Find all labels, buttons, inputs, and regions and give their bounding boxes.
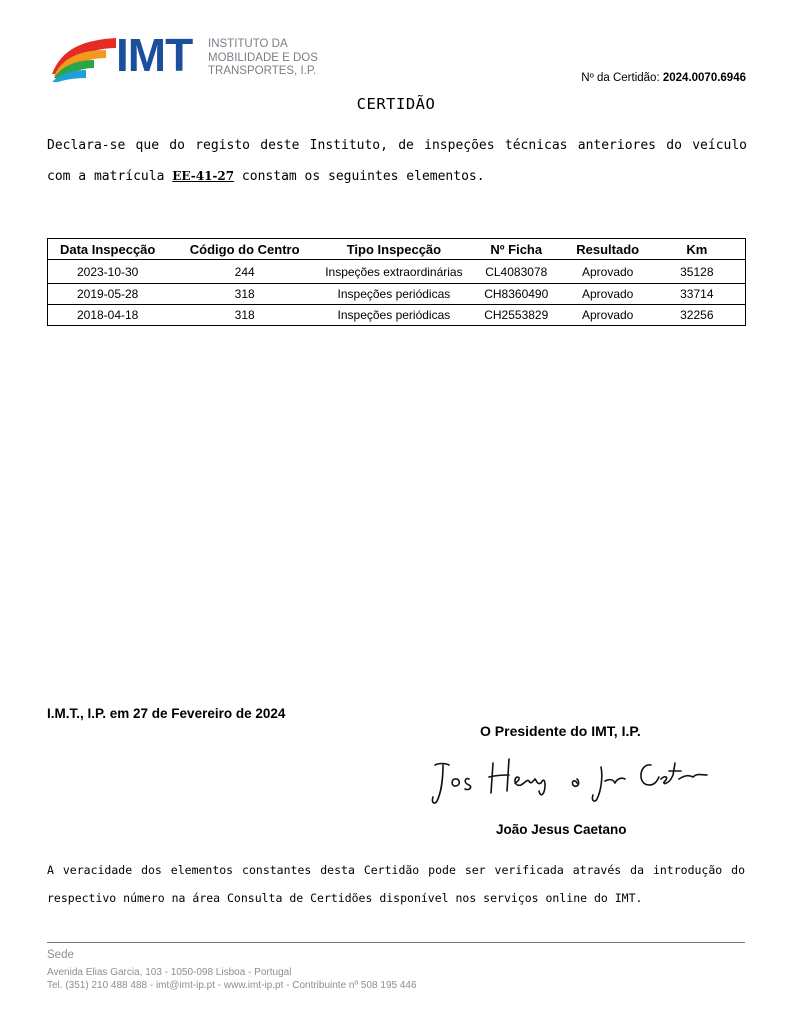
footer-divider <box>47 942 745 943</box>
cell-km: 35128 <box>649 260 746 284</box>
table-header-row <box>48 239 746 260</box>
cell-type: Inspeções periódicas <box>322 284 466 305</box>
column-header-result: Resultado <box>567 239 649 260</box>
cell-date: 2019-05-28 <box>48 284 168 305</box>
logo-wordmark: IMT <box>116 29 193 81</box>
license-plate: EE-41-27 <box>172 169 235 183</box>
cell-date: 2023-10-30 <box>48 260 168 284</box>
intro-text-end: constam os seguintes elementos. <box>234 169 485 184</box>
table-row <box>48 260 746 284</box>
president-title: O Presidente do IMT, I.P. <box>480 723 641 739</box>
imt-logo <box>50 29 330 84</box>
column-header-date: Data Inspecção <box>48 239 168 260</box>
certificate-number-label: Nº da Certidão: <box>581 72 660 84</box>
cell-km: 33714 <box>649 284 746 305</box>
intro-text: Declara-se que do registo deste Instituto, de inspeções técnicas anteriores do veículo com a matrícula <box>47 138 747 184</box>
cell-result: Aprovado <box>567 305 649 326</box>
footer <box>47 949 417 992</box>
cell-center: 244 <box>167 260 322 284</box>
footer-contacts: Tel. (351) 210 488 488 - imt@imt-ip.pt - www.imt-ip.pt - Contribuinte nº 508 195 446 <box>47 980 417 991</box>
table-row <box>48 284 746 305</box>
cell-center: 318 <box>167 305 322 326</box>
column-header-center: Código do Centro <box>167 239 322 260</box>
column-header-km: Km <box>649 239 746 260</box>
issue-place-date: I.M.T., I.P. em 27 de Fevereiro de 2024 <box>47 706 286 721</box>
imt-logo-mark-icon <box>50 34 120 82</box>
cell-sheet: CH2553829 <box>466 305 567 326</box>
intro-paragraph <box>47 130 747 192</box>
cell-result: Aprovado <box>567 284 649 305</box>
column-header-type: Tipo Inspecção <box>322 239 466 260</box>
cell-sheet: CH8360490 <box>466 284 567 305</box>
cell-type: Inspeções extraordinárias <box>322 260 466 284</box>
certificate-number-value: 2024.0070.6946 <box>662 72 746 84</box>
institution-name <box>208 38 338 79</box>
cell-result: Aprovado <box>567 260 649 284</box>
cell-center: 318 <box>167 284 322 305</box>
cell-sheet: CL4083078 <box>466 260 567 284</box>
footer-heading: Sede <box>47 949 74 961</box>
table-row <box>48 305 746 326</box>
document-title: CERTIDÃO <box>356 95 436 113</box>
footer-address: Avenida Elias Garcia, 103 - 1050-098 Lisboa - Portugal <box>47 967 292 978</box>
cell-date: 2018-04-18 <box>48 305 168 326</box>
institution-line: TRANSPORTES, I.P. <box>208 65 317 77</box>
president-name: João Jesus Caetano <box>496 822 627 837</box>
verification-paragraph: A veracidade dos elementos constantes desta Certidão pode ser verificada através da introdução do respectivo número na área Consulta de Certidões disponível nos serviços online do IMT. <box>47 863 745 905</box>
institution-line: MOBILIDADE E DOS <box>208 51 318 64</box>
signature-icon <box>425 745 725 815</box>
certificate-number <box>581 72 746 84</box>
institution-line: INSTITUTO DA <box>208 38 288 50</box>
column-header-sheet: Nº Ficha <box>466 239 567 260</box>
cell-type: Inspeções periódicas <box>322 305 466 326</box>
cell-km: 32256 <box>649 305 746 326</box>
inspections-table <box>47 238 746 326</box>
